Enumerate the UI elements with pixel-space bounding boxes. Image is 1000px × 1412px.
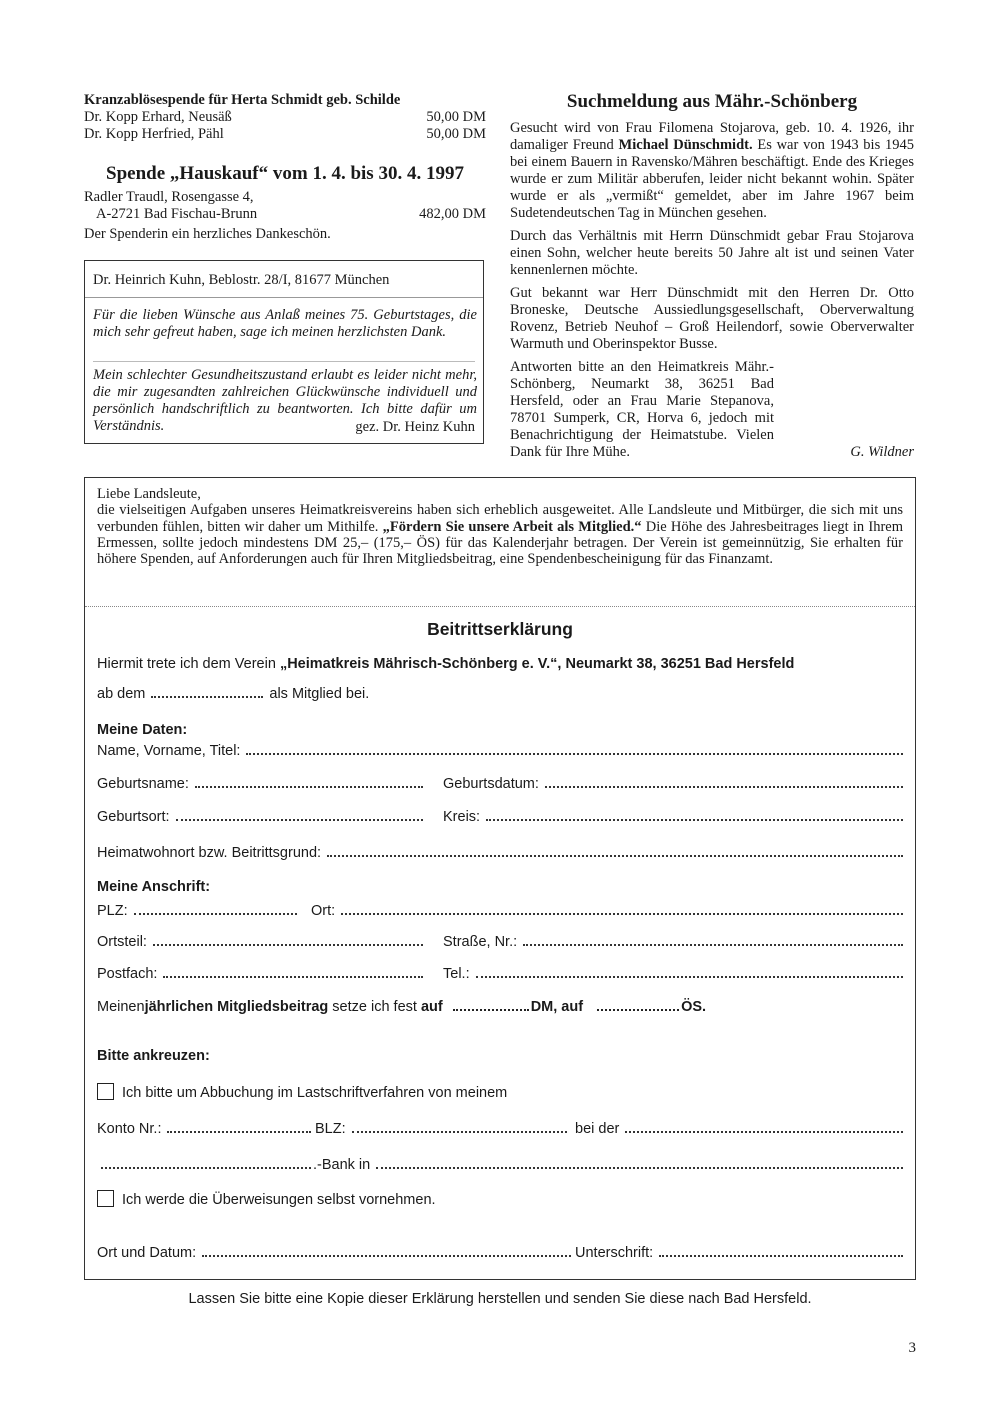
ort-field[interactable] bbox=[311, 902, 903, 920]
direct-debit-label: Ich bitte um Abbuchung im Lastschriftverfahren von meinem bbox=[122, 1085, 508, 1101]
street-field[interactable] bbox=[443, 933, 903, 951]
letter-divider bbox=[85, 297, 483, 298]
kuhn-health-paragraph: Mein schlechter Gesundheitszustand erlaubt es leider nicht mehr, die mir zugesandten zahlreichen Glückwünsche individuell und persönlich handschriftlich zu beantworten. Ich bitte dafür um Verständnis. bbox=[93, 367, 477, 434]
signature-label: Unterschrift: bbox=[575, 1245, 654, 1261]
kuhn-address: Dr. Heinrich Kuhn, Beblostr. 28/I, 81677 München bbox=[93, 272, 390, 288]
blz-label: BLZ: bbox=[315, 1121, 346, 1137]
suchmeldung-heading: Suchmeldung aus Mähr.-Schönberg bbox=[566, 91, 858, 112]
place-date-input-line[interactable] bbox=[202, 1255, 571, 1257]
home-label: Heimatwohnort bzw. Beitrittsgrund: bbox=[97, 845, 322, 861]
tick-heading: Bitte ankreuzen: bbox=[97, 1048, 210, 1064]
p1-text-a: Gesucht wird von Frau Filomena Stojarova, geb. 10. 4. 1926, ihr damaliger Freund bbox=[510, 120, 914, 153]
hauskauf-donation-row bbox=[84, 206, 486, 223]
birthplace-label: Geburtsort: bbox=[97, 809, 170, 825]
bank-town-input-line[interactable] bbox=[376, 1167, 903, 1169]
fee-auf: auf bbox=[420, 999, 443, 1015]
association-address: „Heimatkreis Mährisch-Schönberg e. V.“, Neumarkt 38, 36251 Bad Hersfeld bbox=[279, 656, 795, 672]
fee-dm-label: DM, auf bbox=[530, 999, 584, 1015]
plz-label: PLZ: bbox=[97, 903, 128, 919]
street-label: Straße, Nr.: bbox=[443, 934, 518, 950]
meine-daten-heading: Meine Daten: bbox=[97, 722, 188, 738]
birthdate-input-line[interactable] bbox=[545, 786, 903, 788]
district-label: Kreis: bbox=[443, 809, 481, 825]
direct-debit-checkbox[interactable] bbox=[97, 1083, 114, 1100]
self-transfer-label: Ich werde die Überweisungen selbst vornehmen. bbox=[122, 1192, 436, 1208]
membership-start-row bbox=[97, 685, 369, 703]
fee-bold-text: jährlichen Mitgliedsbeitrag bbox=[144, 999, 329, 1015]
bank-name-input-line[interactable] bbox=[625, 1131, 903, 1133]
place-date-field[interactable] bbox=[97, 1244, 571, 1262]
donation-amount: 50,00 DM bbox=[426, 109, 486, 125]
donor-name: Dr. Kopp Erhard, Neusäß bbox=[84, 109, 232, 125]
street-input-line[interactable] bbox=[523, 944, 903, 946]
since-label: ab dem bbox=[97, 686, 146, 702]
plz-field[interactable] bbox=[97, 902, 297, 920]
blz-field[interactable] bbox=[315, 1120, 567, 1138]
footer-note: Lassen Sie bitte eine Kopie dieser Erklärung herstellen und senden Sie diese nach Bad Hersfeld. bbox=[188, 1291, 812, 1307]
district-field[interactable] bbox=[443, 808, 903, 826]
ortsteil-label: Ortsteil: bbox=[97, 934, 147, 950]
birthdate-label: Geburtsdatum: bbox=[443, 776, 539, 792]
since-suffix: als Mitglied bei. bbox=[269, 686, 370, 702]
missing-person-name: Michael Dünschmidt. bbox=[618, 137, 753, 153]
ortsteil-input-line[interactable] bbox=[153, 944, 423, 946]
home-input-line[interactable] bbox=[327, 855, 903, 857]
blz-input-line[interactable] bbox=[352, 1131, 567, 1133]
hauskauf-heading: Spende „Hauskauf“ vom 1. 4. bis 30. 4. 1997 bbox=[106, 163, 464, 184]
postfach-label: Postfach: bbox=[97, 966, 158, 982]
fee-os-label: ÖS. bbox=[681, 999, 707, 1015]
kuhn-letter-box bbox=[84, 260, 484, 444]
hauskauf-amount: 482,00 DM bbox=[419, 206, 486, 222]
suchmeldung-body bbox=[510, 120, 914, 461]
self-transfer-checkbox[interactable] bbox=[97, 1190, 114, 1207]
name-input-line[interactable] bbox=[246, 753, 903, 755]
start-date-field[interactable] bbox=[151, 696, 263, 698]
fee-row bbox=[97, 998, 706, 1016]
suchmeldung-paragraph-2: Durch das Verhältnis mit Herrn Dünschmidt gebar Frau Stojarova einen Sohn, welcher heute bereits 50 Jahre alt ist und seinen Vater kennenlernen möchte. bbox=[510, 228, 914, 278]
ort-label: Ort: bbox=[311, 903, 336, 919]
donation-amount: 50,00 DM bbox=[426, 126, 486, 142]
place-date-label: Ort und Datum: bbox=[97, 1245, 197, 1261]
membership-form-box bbox=[84, 477, 916, 1280]
form-intro bbox=[97, 655, 794, 673]
appeal-text bbox=[97, 486, 903, 567]
form-intro-a: Hiermit trete ich dem Verein bbox=[97, 656, 280, 672]
name-label: Name, Vorname, Titel: bbox=[97, 743, 241, 759]
plz-input-line[interactable] bbox=[134, 913, 297, 915]
bank-prefix-input-line[interactable] bbox=[101, 1167, 311, 1169]
bank-town-field[interactable] bbox=[101, 1156, 903, 1174]
dotted-divider bbox=[85, 606, 915, 607]
birthname-label: Geburtsname: bbox=[97, 776, 189, 792]
meine-anschrift-heading: Meine Anschrift: bbox=[97, 879, 211, 895]
hauskauf-donor-line2: A-2721 Bad Fischau-Brunn bbox=[96, 206, 258, 222]
kuhn-signature: gez. Dr. Heinz Kuhn bbox=[355, 419, 475, 435]
suchmeldung-paragraph-4: Antworten bitte an den Heimatkreis Mähr.-Schönberg, Neumarkt 38, 36251 Bad Hersfeld, oder an Frau Marie Stepanova, 78701 Sumperk, CR, Horva 6, jedoch mit Benachrichtigung der Heimatstube. Vielen Dank für Ihre Mühe. bbox=[510, 359, 774, 460]
birthplace-input-line[interactable] bbox=[176, 819, 423, 821]
birthname-field[interactable] bbox=[97, 775, 423, 793]
ortsteil-field[interactable] bbox=[97, 933, 423, 951]
name-field[interactable] bbox=[97, 742, 903, 760]
tel-input-line[interactable] bbox=[476, 976, 903, 978]
home-field[interactable] bbox=[97, 844, 903, 862]
donation-row bbox=[84, 109, 486, 126]
bank-label: .-Bank in bbox=[313, 1157, 371, 1173]
tel-label: Tel.: bbox=[443, 966, 470, 982]
tel-field[interactable] bbox=[443, 965, 903, 983]
hauskauf-thanks: Der Spenderin ein herzliches Dankeschön. bbox=[84, 226, 331, 242]
ort-input-line[interactable] bbox=[341, 913, 903, 915]
district-input-line[interactable] bbox=[486, 819, 903, 821]
postfach-input-line[interactable] bbox=[163, 976, 423, 978]
donation-row bbox=[84, 126, 486, 143]
birthdate-field[interactable] bbox=[443, 775, 903, 793]
appeal-text-a: die vielseitigen Aufgaben unseres Heimatkreisvereins haben sich erheblich ausgeweitet. Alle Landsleute und Mitbürger, die sich mit uns verbunden fühlen, bitten wir daher um Mithilfe. bbox=[97, 502, 903, 535]
bank-name-field[interactable] bbox=[575, 1120, 903, 1138]
signature-field[interactable] bbox=[575, 1244, 903, 1262]
hauskauf-donor-line1: Radler Traudl, Rosengasse 4, bbox=[84, 189, 254, 205]
appeal-greeting: Liebe Landsleute, bbox=[97, 486, 201, 502]
birthplace-field[interactable] bbox=[97, 808, 423, 826]
postfach-field[interactable] bbox=[97, 965, 423, 983]
suchmeldung-paragraph-1 bbox=[510, 120, 914, 222]
page-number: 3 bbox=[908, 1340, 916, 1356]
form-title: Beitrittserklärung bbox=[427, 619, 573, 639]
fee-dm-field[interactable] bbox=[453, 1009, 529, 1011]
hauskauf-section bbox=[84, 189, 486, 243]
konto-field[interactable] bbox=[97, 1120, 311, 1138]
bei-der-label: bei der bbox=[575, 1121, 620, 1137]
konto-input-line[interactable] bbox=[167, 1131, 311, 1133]
appeal-text-b: Die Höhe des Jahresbeitrages liegt in Ihrem Ermessen, sollte jedoch mindestens DM 25,– (175,– ÖS) für das Kalenderjahr betragen. Der Verein ist gemeinnützig, Sie erhalten für höhere Spenden, auf Anforderungen auch für Ihren Mitgliedsbeitrag, eine Spendenbescheinigung für das Finanzamt. bbox=[97, 518, 904, 568]
kuhn-thanks-paragraph: Für die lieben Wünsche aus Anlaß meines 75. Geburtstages, die mich sehr gefreut haben, sage ich meinen herzlichsten Dank. bbox=[93, 307, 477, 340]
kranz-heading: Kranzablösespende für Herta Schmidt geb. Schilde bbox=[84, 92, 401, 108]
fee-os-field[interactable] bbox=[597, 1009, 679, 1011]
suchmeldung-paragraph-3: Gut bekannt war Herr Dünschmidt mit den Herren Dr. Otto Broneske, Deutsche Aussiedlungsgesellschaft, Oberverwaltung Rovenz, Betrieb Neuhof – Groß Heilendorf, sowie Oberverwalter Warmuth und Oberinspektor Busse. bbox=[510, 285, 914, 352]
p1-text-b: Es war von 1943 bis 1945 bei einem Bauern in Ravensko/Mähren beschäftigt. Ende des Krieges wurde er zum Militär abberufen, leider nicht bekannt wohin. Später wurde er als „vermißt“ gemeldet, aber im Jahre 1967 beim Sudetendeutschen Tag in München gesehen. bbox=[510, 137, 914, 221]
birthname-input-line[interactable] bbox=[195, 786, 423, 788]
suchmeldung-author: G. Wildner bbox=[850, 444, 914, 460]
donor-name: Dr. Kopp Herfried, Pähl bbox=[84, 126, 224, 142]
konto-label: Konto Nr.: bbox=[97, 1121, 162, 1137]
signature-input-line[interactable] bbox=[659, 1255, 903, 1257]
fee-text-b: setze ich fest bbox=[328, 999, 421, 1015]
fee-text-a: Meinen bbox=[97, 999, 145, 1015]
letter-divider bbox=[93, 361, 475, 362]
kranz-section bbox=[84, 92, 486, 143]
appeal-paragraph bbox=[97, 502, 903, 567]
appeal-call-to-action: „Fördern Sie unsere Arbeit als Mitglied.“ bbox=[382, 518, 642, 535]
